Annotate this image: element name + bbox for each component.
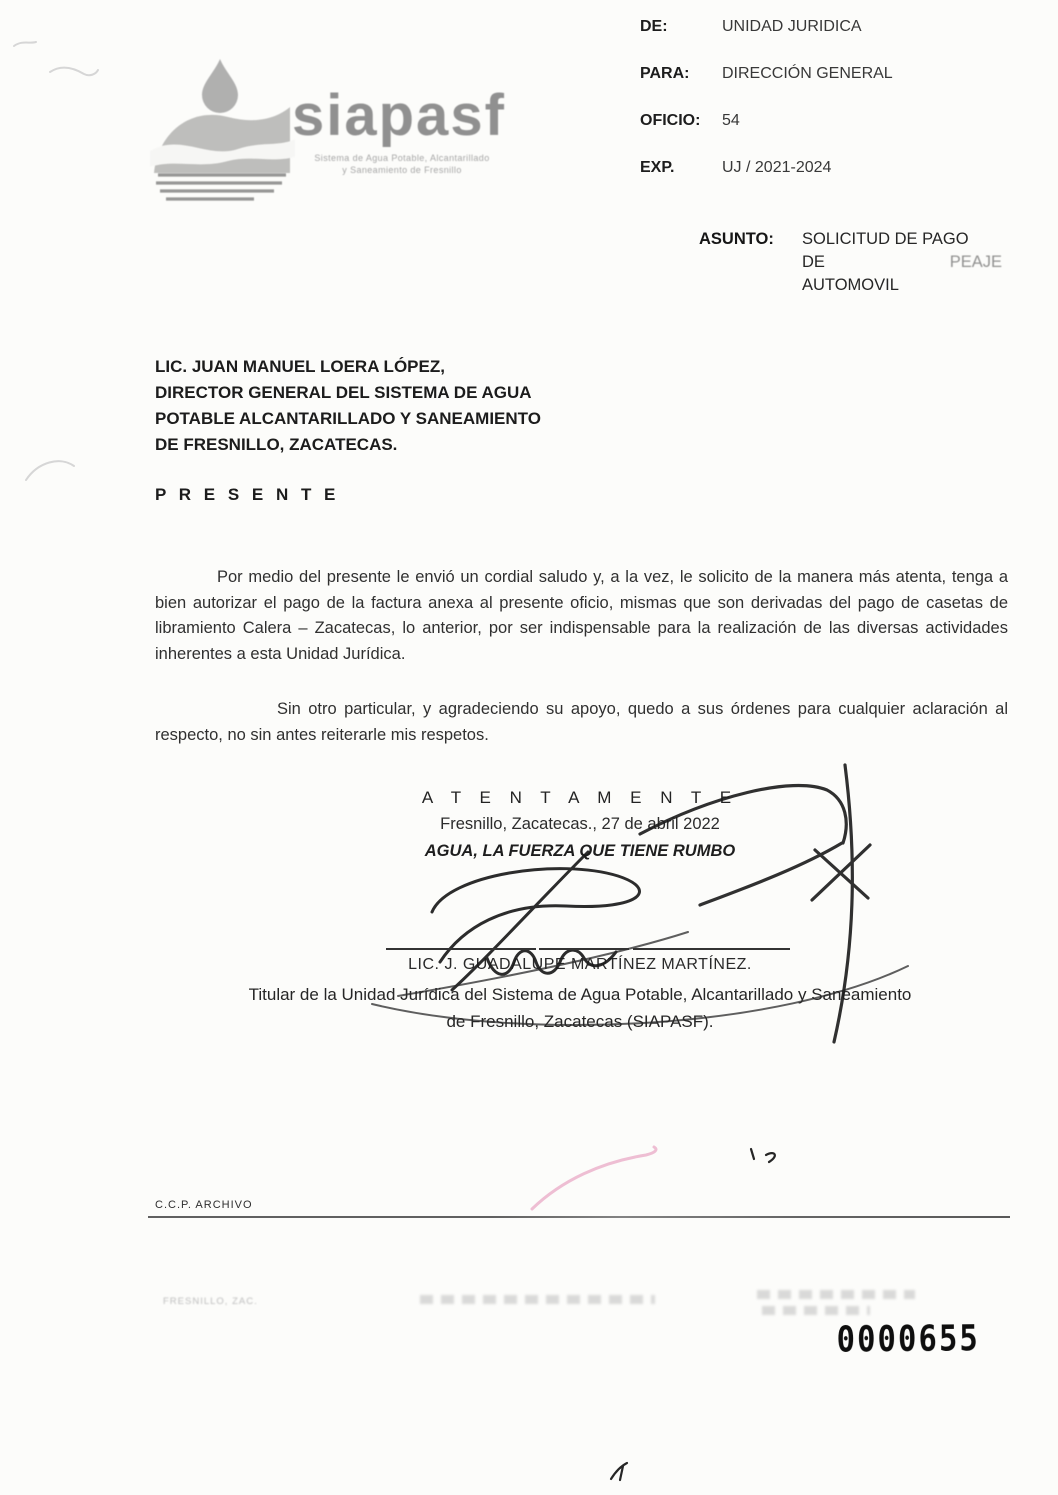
salutation-presente: P R E S E N T E bbox=[155, 485, 340, 504]
asunto-line2-right: PEAJE bbox=[949, 253, 1002, 271]
pink-pen-mark bbox=[532, 1147, 656, 1209]
place-date-line: Fresnillo, Zacatecas., 27 de abril 2022 bbox=[440, 815, 720, 833]
recipient-line4: DE FRESNILLO, ZACATECAS. bbox=[155, 435, 398, 454]
siapasf-logo-icon bbox=[150, 55, 295, 205]
signatory-name: LIC. J. GUADALUPE MARTÍNEZ MARTÍNEZ. bbox=[408, 956, 752, 973]
footer-divider bbox=[148, 1216, 1010, 1218]
logo-wordmark: siapasf bbox=[292, 83, 506, 148]
signature-block bbox=[150, 956, 1010, 1035]
wave-stripes bbox=[156, 175, 286, 199]
asunto-line2 bbox=[802, 251, 1002, 274]
meta-label-oficio: OFICIO: bbox=[640, 112, 701, 129]
asunto-line2-left: DE bbox=[802, 253, 825, 271]
logo-tagline bbox=[293, 152, 511, 176]
asunto-line1: SOLICITUD DE PAGO bbox=[802, 230, 969, 248]
folio-number-stamp: 0000655 bbox=[836, 1318, 980, 1361]
asunto-label: ASUNTO: bbox=[699, 230, 774, 248]
recipient-line2: DIRECTOR GENERAL DEL SISTEMA DE AGUA bbox=[155, 383, 532, 402]
meta-row-exp bbox=[640, 159, 893, 177]
recipient-line1: LIC. JUAN MANUEL LOERA LÓPEZ, bbox=[155, 357, 445, 376]
recipient-line3: POTABLE ALCANTARILLADO Y SANEAMIENTO bbox=[155, 409, 541, 428]
meta-row-para bbox=[640, 65, 893, 83]
meta-label-de: DE: bbox=[640, 18, 668, 35]
footer-faded-print-right-line1 bbox=[757, 1290, 915, 1299]
meta-value-de: UNIDAD JURIDICA bbox=[722, 18, 862, 35]
ccp-line: C.C.P. ARCHIVO bbox=[155, 1199, 253, 1211]
signatory-title-line1: Titular de la Unidad Jurídica del Sistema de Agua Potable, Alcantarillado y Saneamiento bbox=[248, 985, 912, 1004]
body-paragraph-1: Por medio del presente le envió un cordial saludo y, a la vez, le solicito de la manera más atenta, tenga a bien autorizar el pago de la factura anexa al presente oficio, mismas que son derivadas del pago de casetas de libramiento Calera – Zacatecas, lo anterior, por ser indispensable para la realización de las diversas actividades inherentes a esta Unidad Jurídica. bbox=[155, 568, 1008, 663]
pencil-marks bbox=[14, 42, 98, 480]
logo-tagline-line2: y Saneamiento de Fresnillo bbox=[342, 165, 462, 175]
letter-meta-block bbox=[640, 18, 893, 177]
meta-label-para: PARA: bbox=[640, 65, 690, 82]
footer-faded-print-right-line2 bbox=[762, 1306, 870, 1315]
recipient-block bbox=[155, 354, 541, 508]
motto-line: AGUA, LA FUERZA QUE TIENE RUMBO bbox=[424, 842, 736, 860]
atentamente-line: A T E N T A M E N T E bbox=[421, 788, 739, 807]
body-paragraph-2: Sin otro particular, y agradeciendo su apoyo, quedo a sus órdenes para cualquier aclaración al respecto, no sin antes reiterarle mis respetos. bbox=[155, 700, 1008, 744]
footer-faded-print-center bbox=[420, 1295, 655, 1304]
ink-specks bbox=[611, 1149, 775, 1480]
meta-value-exp: UJ / 2021-2024 bbox=[722, 159, 832, 176]
asunto-block bbox=[699, 228, 1002, 297]
meta-value-oficio: 54 bbox=[722, 112, 740, 129]
meta-value-para: DIRECCIÓN GENERAL bbox=[722, 65, 893, 82]
footer-faded-left-text: FRESNILLO, ZAC. bbox=[163, 1296, 258, 1307]
asunto-value bbox=[802, 228, 1002, 297]
meta-label-exp: EXP. bbox=[640, 159, 675, 176]
closing-block bbox=[150, 784, 1010, 864]
signatory-title-line2: de Fresnillo, Zacatecas (SIAPASF). bbox=[446, 1012, 714, 1031]
water-drop-icon bbox=[202, 59, 238, 113]
logo-tagline-line1: Sistema de Agua Potable, Alcantarillado bbox=[314, 153, 490, 163]
asunto-line3: AUTOMOVIL bbox=[802, 276, 899, 294]
meta-row-oficio bbox=[640, 112, 893, 130]
meta-row-de bbox=[640, 18, 893, 36]
